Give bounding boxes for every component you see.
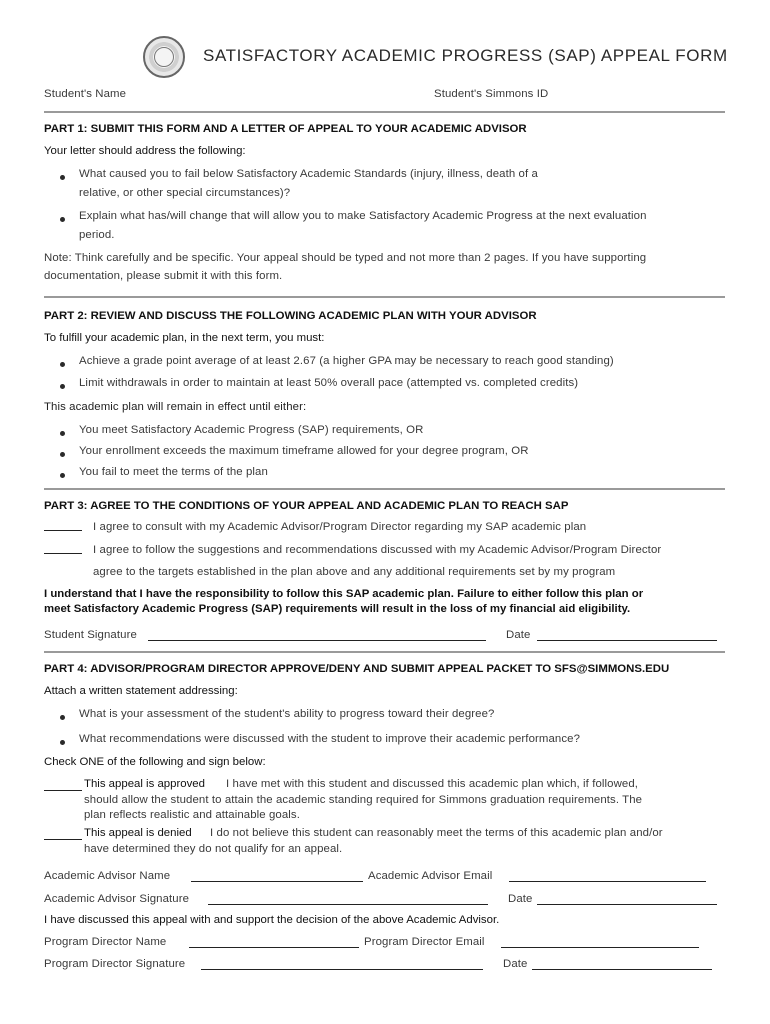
director-date-label: Date	[503, 958, 528, 970]
approved-text-line1: I have met with this student and discussed this academic plan which, if followed,	[226, 778, 639, 790]
part2-condition-3: You fail to meet the terms of the plan	[79, 466, 268, 478]
form-title: SATISFACTORY ACADEMIC PROGRESS (SAP) APPEAL FORM	[203, 46, 728, 65]
bullet-icon	[60, 452, 65, 457]
student-name-label: Student's Name	[44, 88, 127, 100]
bullet-icon	[60, 473, 65, 478]
bullet-icon	[60, 431, 65, 436]
advisor-name-label: Academic Advisor Name	[44, 870, 171, 882]
student-date-label: Date	[506, 629, 531, 641]
part4-question-1: What is your assessment of the student's ability to progress toward their degree?	[79, 708, 495, 720]
initials-blank-1[interactable]	[44, 530, 82, 531]
bullet-icon	[60, 740, 65, 745]
part3-agree-1: I agree to consult with my Academic Advisor/Program Director regarding my SAP academic plan	[93, 521, 587, 533]
approved-text-line2: should allow the student to attain the academic standing required for Simmons graduation requirements. The	[84, 794, 643, 806]
approved-check-blank[interactable]	[44, 790, 82, 791]
director-discussed-text: I have discussed this appeal with and support the decision of the above Academic Advisor.	[44, 914, 500, 926]
part3-agree-2-line2: agree to the targets established in the plan above and any additional requirements set by my program	[93, 566, 616, 578]
part1-subheading: Your letter should address the following:	[44, 145, 246, 157]
part2-effect-text: This academic plan will remain in effect until either:	[44, 401, 307, 413]
divider	[44, 296, 725, 298]
divider	[44, 488, 725, 490]
bullet-icon	[60, 362, 65, 367]
student-signature-label: Student Signature	[44, 629, 137, 641]
denied-text-line2: have determined they do not qualify for an appeal.	[84, 843, 343, 855]
advisor-date-label: Date	[508, 893, 533, 905]
part2-subheading: To fulfill your academic plan, in the next term, you must:	[44, 332, 325, 344]
bullet-icon	[60, 175, 65, 180]
advisor-name-field[interactable]	[191, 881, 363, 882]
part3-agree-2-line1: I agree to follow the suggestions and recommendations discussed with my Academic Advisor/Program Director	[93, 544, 662, 556]
director-signature-field[interactable]	[201, 969, 483, 970]
director-name-label: Program Director Name	[44, 936, 167, 948]
student-id-label: Student's Simmons ID	[434, 88, 549, 100]
approved-label: This appeal is approved	[84, 778, 205, 790]
part4-attach-text: Attach a written statement addressing:	[44, 685, 238, 697]
director-email-field[interactable]	[501, 947, 699, 948]
part2-condition-1: You meet Satisfactory Academic Progress (SAP) requirements, OR	[79, 424, 424, 436]
advisor-email-field[interactable]	[509, 881, 706, 882]
director-signature-label: Program Director Signature	[44, 958, 186, 970]
student-signature-field[interactable]	[148, 640, 486, 641]
student-date-field[interactable]	[537, 640, 717, 641]
part1-bullet1-line1: What caused you to fail below Satisfactory Academic Standards (injury, illness, death of a	[79, 168, 538, 180]
part3-understand-line1: I understand that I have the responsibility to follow this SAP academic plan. Failure to either follow this plan or	[44, 588, 644, 600]
part1-note-line2: documentation, please submit it with this form.	[44, 270, 283, 282]
part1-heading: PART 1: SUBMIT THIS FORM AND A LETTER OF APPEAL TO YOUR ACADEMIC ADVISOR	[44, 123, 527, 135]
bullet-icon	[60, 715, 65, 720]
divider	[44, 651, 725, 653]
director-name-field[interactable]	[189, 947, 359, 948]
advisor-signature-label: Academic Advisor Signature	[44, 893, 190, 905]
part4-check-text: Check ONE of the following and sign below:	[44, 756, 266, 768]
part4-question-2: What recommendations were discussed with the student to improve their academic performance?	[79, 733, 581, 745]
advisor-date-field[interactable]	[537, 904, 717, 905]
director-date-field[interactable]	[532, 969, 712, 970]
part1-bullet2-line2: period.	[79, 229, 115, 241]
part1-bullet2-line1: Explain what has/will change that will allow you to make Satisfactory Academic Progress at the next evaluation	[79, 210, 647, 222]
part2-requirement-gpa: Achieve a grade point average of at least 2.67 (a higher GPA may be necessary to reach good standing)	[79, 355, 614, 367]
university-seal-logo	[143, 36, 185, 78]
part2-heading: PART 2: REVIEW AND DISCUSS THE FOLLOWING ACADEMIC PLAN WITH YOUR ADVISOR	[44, 310, 537, 322]
part4-heading: PART 4: ADVISOR/PROGRAM DIRECTOR APPROVE/DENY AND SUBMIT APPEAL PACKET TO SFS@SIMMONS.EDU	[44, 663, 670, 675]
denied-text-line1: I do not believe this student can reasonably meet the terms of this academic plan and/or	[210, 827, 663, 839]
denied-label: This appeal is denied	[84, 827, 192, 839]
bullet-icon	[60, 217, 65, 222]
divider	[44, 111, 725, 113]
bullet-icon	[60, 384, 65, 389]
part1-bullet1-line2: relative, or other special circumstances)?	[79, 187, 291, 199]
part2-requirement-pace: Limit withdrawals in order to maintain at least 50% overall pace (attempted vs. completed credits)	[79, 377, 579, 389]
advisor-signature-field[interactable]	[208, 904, 488, 905]
advisor-email-label: Academic Advisor Email	[368, 870, 493, 882]
part3-understand-line2: meet Satisfactory Academic Progress (SAP) requirements will result in the loss of my financial aid eligibility.	[44, 603, 631, 615]
approved-text-line3: plan reflects realistic and attainable goals.	[84, 809, 300, 821]
denied-check-blank[interactable]	[44, 839, 82, 840]
initials-blank-2[interactable]	[44, 553, 82, 554]
director-email-label: Program Director Email	[364, 936, 485, 948]
part1-note-line1: Note: Think carefully and be specific. Your appeal should be typed and not more than 2 pages. If you have supporting	[44, 252, 647, 264]
part3-heading: PART 3: AGREE TO THE CONDITIONS OF YOUR APPEAL AND ACADEMIC PLAN TO REACH SAP	[44, 500, 569, 512]
part2-condition-2: Your enrollment exceeds the maximum timeframe allowed for your degree program, OR	[79, 445, 529, 457]
